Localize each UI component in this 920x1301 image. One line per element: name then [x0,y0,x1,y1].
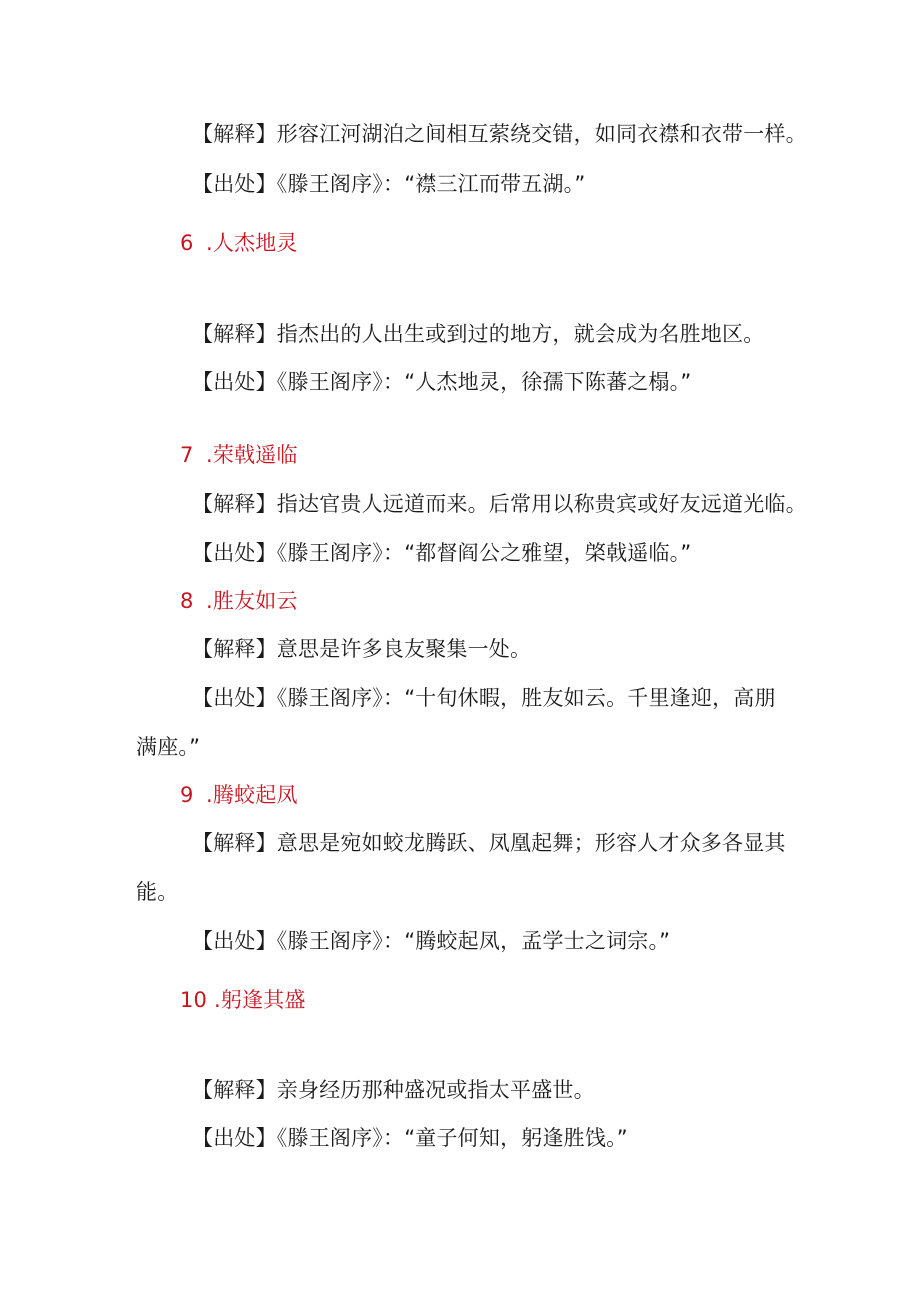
source-text: 【出处】《滕王阁序》：“童子何知，躬逢胜饯。” [192,1126,628,1150]
explanation-text: 【解释】亲身经历那种盛况或指太平盛世。 [192,1078,595,1102]
idiom-number: 10 [180,988,208,1012]
idiom-heading [180,986,306,1014]
idiom-number: 7 [180,443,194,467]
source-text: 【出处】《滕王阁序》：“襟三江而带五湖。” [192,172,586,196]
idiom-number: 9 [180,783,194,807]
idiom-number: 6 [180,231,194,255]
explanation-text-continued: 能。 [136,880,179,904]
idiom-heading [180,587,298,615]
explanation-text: 【解释】指杰出的人出生或到过的地方，就会成为名胜地区。 [192,322,765,346]
explanation-text: 【解释】意思是许多良友聚集一处。 [192,637,532,661]
source-text: 【出处】《滕王阁序》：“人杰地灵，徐孺下陈蕃之榻。” [192,370,692,394]
explanation-text: 【解释】指达官贵人远道而来。后常用以称贵宾或好友远道光临。 [192,492,807,516]
source-text: 【出处】《滕王阁序》：“十旬休暇，胜友如云。千里逢迎，高朋 [192,686,776,710]
source-text-continued: 满座。” [136,735,201,759]
idiom-title: .人杰地灵 [206,231,298,255]
idiom-title: .荣戟遥临 [206,443,298,467]
source-text: 【出处】《滕王阁序》：“都督阎公之雅望，棨戟遥临。” [192,541,692,565]
explanation-text: 【解释】形容江河湖泊之间相互萦绕交错，如同衣襟和衣带一样。 [192,122,807,146]
source-text: 【出处】《滕王阁序》：“腾蛟起凤，孟学士之词宗。” [192,929,671,953]
idiom-number: 8 [180,589,194,613]
idiom-title: .躬逢其盛 [214,988,306,1012]
explanation-text: 【解释】意思是宛如蛟龙腾跃、凤凰起舞；形容人才众多各显其 [192,831,786,855]
idiom-heading [180,441,298,469]
idiom-title: .腾蛟起凤 [206,783,298,807]
idiom-title: .胜友如云 [206,589,298,613]
idiom-heading [180,781,298,809]
idiom-heading [180,229,298,257]
